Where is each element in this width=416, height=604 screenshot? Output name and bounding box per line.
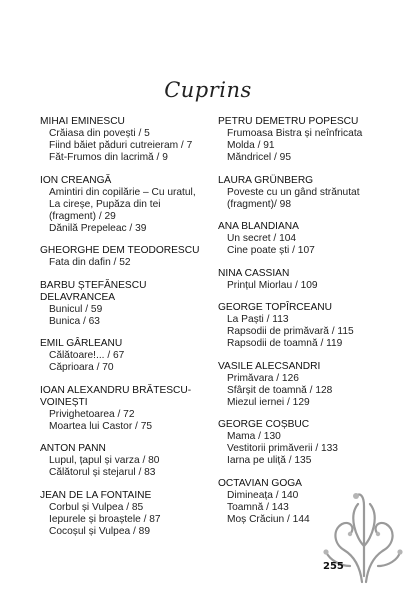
author-name: ION CREANGĂ <box>40 174 112 186</box>
toc-group <box>40 443 212 479</box>
toc-entry: La Paști / 113 <box>227 314 289 325</box>
author-name: OCTAVIAN GOGA <box>218 477 302 489</box>
toc-entry: Molda / 91 <box>227 140 275 151</box>
author-name: ANA BLANDIANA <box>218 221 299 232</box>
toc-entry: Crăiasa din povești / 5 <box>49 128 150 139</box>
toc-entry: Bunicul / 59 <box>49 303 103 315</box>
toc-entry: Miezul iernei / 129 <box>227 396 310 408</box>
author-name: JEAN DE LA FONTAINE <box>40 489 152 501</box>
toc-group <box>218 361 394 409</box>
toc-entry: Căprioara / 70 <box>49 362 114 373</box>
page-number: 255 <box>323 561 344 572</box>
toc-group <box>40 338 212 374</box>
toc-group <box>40 385 212 433</box>
toc-entry: Făt-Frumos din lacrimă / 9 <box>49 152 168 163</box>
toc-entry: Dănilă Prepeleac / 39 <box>49 222 147 234</box>
author-name: GEORGE TOPÎRCEANU <box>218 302 332 313</box>
author-name: GEORGE COȘBUC <box>218 419 310 430</box>
toc-entry: Fata din dafin / 52 <box>49 257 131 268</box>
toc-entry: Amintiri din copilărie – Cu uratul, <box>49 186 196 198</box>
toc-entry: Poveste cu un gând strănutat <box>227 186 360 198</box>
page-title: Cuprins <box>164 78 252 102</box>
toc-entry: Fiind băiet păduri cutreieram / 7 <box>49 140 193 151</box>
toc-entry: Rapsodii de toamnă / 119 <box>227 338 343 349</box>
toc-entry: Iepurele și broaștele / 87 <box>49 513 161 525</box>
author-name: NINA CASSIAN <box>218 267 290 279</box>
toc-entry: Cine poate ști / 107 <box>227 245 315 256</box>
toc-group <box>218 302 394 350</box>
author-name: ANTON PANN <box>40 443 106 454</box>
toc-group <box>40 245 212 269</box>
toc-entry: Măndricel / 95 <box>227 152 291 163</box>
toc-entry: (fragment)/ 98 <box>227 198 291 210</box>
toc-entry: Corbul și Vulpea / 85 <box>49 501 144 513</box>
author-name: MIHAI EMINESCU <box>40 116 125 127</box>
toc-entry: Frumoasa Bistra și neînfricata <box>227 128 363 139</box>
toc-entry: Un secret / 104 <box>227 233 297 244</box>
toc-group <box>40 175 212 235</box>
toc-entry: Dimineața / 140 <box>227 489 299 501</box>
toc-entry: Călătoare!... / 67 <box>49 350 125 361</box>
author-name-continued: VOINEȘTI <box>40 396 88 408</box>
author-name: VASILE ALECSANDRI <box>218 360 321 372</box>
author-name: LAURA GRÜNBERG <box>218 174 314 186</box>
toc-group <box>40 116 212 164</box>
toc-entry: Bunica / 63 <box>49 315 100 327</box>
toc-entry: Rapsodii de primăvară / 115 <box>227 326 354 337</box>
toc-group <box>218 221 394 257</box>
author-name: IOAN ALEXANDRU BRĂTESCU- <box>40 384 192 396</box>
author-name: PETRU DEMETRU POPESCU <box>218 116 359 127</box>
author-name: BARBU ȘTEFĂNESCU DELAVRANCEA <box>40 279 147 303</box>
toc-entry: Privighetoarea / 72 <box>49 408 135 420</box>
toc-entry: Moartea lui Castor / 75 <box>49 420 153 432</box>
toc-entry: Mama / 130 <box>227 431 281 442</box>
toc-entry: Primăvara / 126 <box>227 372 299 384</box>
author-name: GHEORGHE DEM TEODORESCU <box>40 245 200 256</box>
toc-entry: Toamnă / 143 <box>227 501 289 513</box>
toc-entry: Călătorul și stejarul / 83 <box>49 467 156 478</box>
toc-group <box>218 175 394 211</box>
toc-group <box>40 280 212 328</box>
toc-group <box>218 116 394 164</box>
toc-entry: La cireșe, Pupăza din tei <box>49 198 161 210</box>
toc-entry: Sfârșit de toamnă / 128 <box>227 384 333 396</box>
author-name: EMIL GÂRLEANU <box>40 338 123 349</box>
toc-left-column <box>40 116 212 548</box>
toc-entry: Iarna pe uliță / 135 <box>227 455 312 466</box>
toc-entry: Moș Crăciun / 144 <box>227 513 310 525</box>
toc-group <box>218 419 394 467</box>
toc-entry: Lupul, țapul și varza / 80 <box>49 455 160 466</box>
toc-entry: Vestitorii primăverii / 133 <box>227 443 338 454</box>
toc-group <box>218 268 394 292</box>
toc-entry: (fragment) / 29 <box>49 210 116 222</box>
toc-entry: Prințul Miorlau / 109 <box>227 279 318 291</box>
toc-entry: Cocoșul și Vulpea / 89 <box>49 525 150 537</box>
toc-group <box>40 490 212 538</box>
toc-right-column <box>218 116 394 536</box>
